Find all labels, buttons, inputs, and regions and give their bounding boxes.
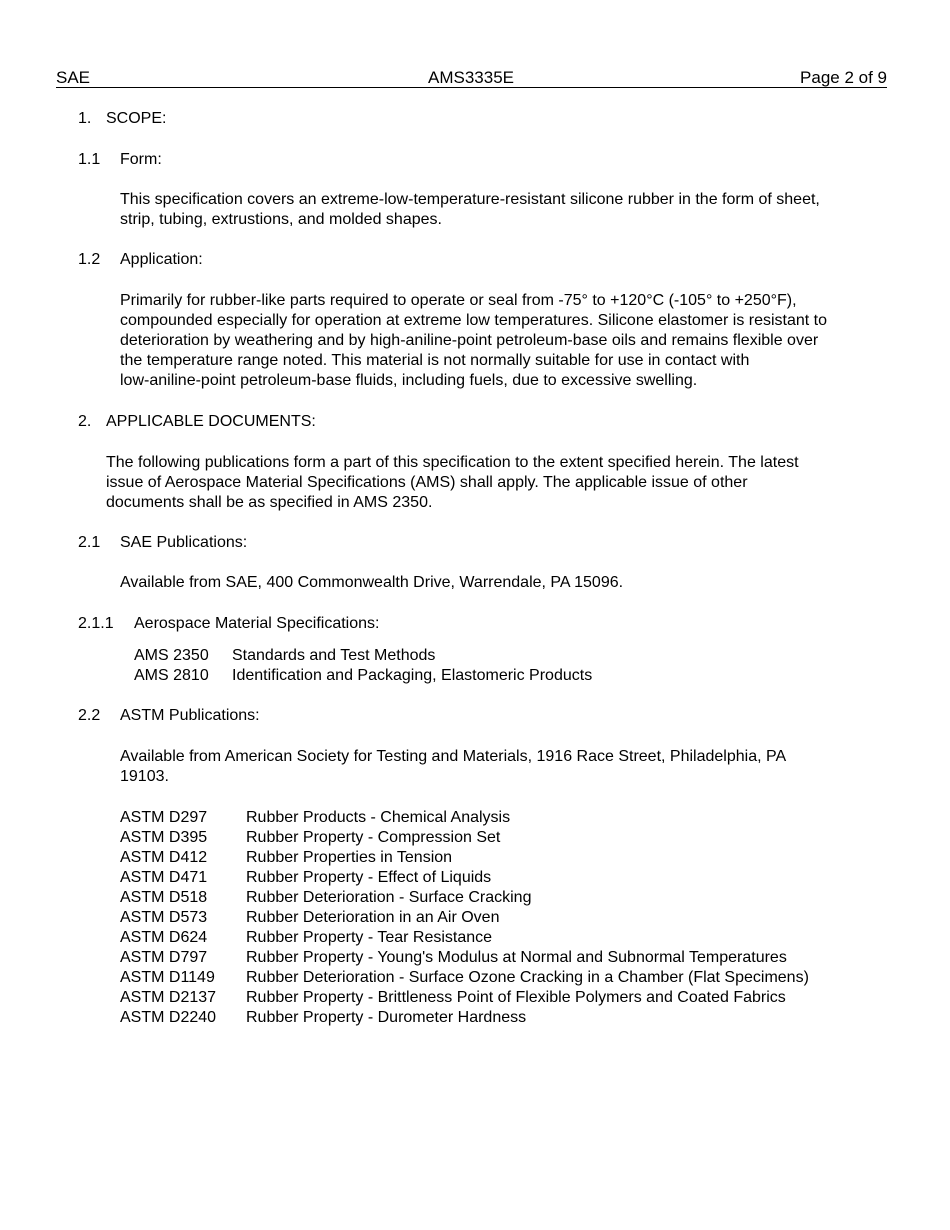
astm-ref-code: ASTM D518 bbox=[120, 889, 208, 906]
astm-ref-code: ASTM D573 bbox=[120, 909, 208, 926]
astm-ref-code: ASTM D297 bbox=[120, 809, 208, 826]
section-1-2-body bbox=[120, 291, 827, 391]
body-line: the temperature range noted. This material is not normally suitable for use in contact with bbox=[120, 352, 750, 369]
astm-ref-desc: Rubber Products - Chemical Analysis bbox=[246, 809, 511, 826]
section-1-2-number: 1.2 bbox=[78, 251, 101, 268]
body-line: This specification covers an extreme-low-temperature-resistant silicone rubber in the form of sheet, bbox=[120, 191, 820, 208]
section-1-number: 1. bbox=[78, 110, 92, 127]
header-left: SAE bbox=[56, 68, 91, 87]
section-2-title: APPLICABLE DOCUMENTS: bbox=[106, 413, 316, 430]
header-center: AMS3335E bbox=[428, 68, 514, 87]
section-2-1-1-number: 2.1.1 bbox=[78, 615, 114, 632]
astm-ref-code: ASTM D797 bbox=[120, 949, 208, 966]
section-2-1-body: Available from SAE, 400 Commonwealth Drive, Warrendale, PA 15096. bbox=[120, 574, 624, 591]
section-2-1-number: 2.1 bbox=[78, 534, 101, 551]
section-1-1-body bbox=[120, 190, 820, 230]
section-2-1-title: SAE Publications: bbox=[120, 534, 248, 551]
header-right: Page 2 of 9 bbox=[800, 68, 887, 87]
astm-ref-code: ASTM D2137 bbox=[120, 989, 217, 1006]
section-2-body bbox=[106, 453, 799, 513]
astm-ref-desc: Rubber Deterioration in an Air Oven bbox=[246, 909, 500, 926]
astm-ref-desc: Rubber Property - Tear Resistance bbox=[246, 929, 493, 946]
ams-ref-desc: Identification and Packaging, Elastomeric Products bbox=[232, 667, 593, 684]
astm-ref-desc: Rubber Property - Compression Set bbox=[246, 829, 501, 846]
ams-ref-desc: Standards and Test Methods bbox=[232, 647, 436, 664]
astm-ref-desc: Rubber Property - Young's Modulus at Normal and Subnormal Temperatures bbox=[246, 949, 787, 966]
astm-ref-code: ASTM D471 bbox=[120, 869, 208, 886]
astm-ref-code: ASTM D2240 bbox=[120, 1009, 217, 1026]
astm-ref-desc: Rubber Properties in Tension bbox=[246, 849, 453, 866]
ams-ref-code: AMS 2810 bbox=[134, 667, 209, 684]
body-line: Available from American Society for Testing and Materials, 1916 Race Street, Philadelphia, PA bbox=[120, 748, 787, 765]
section-2-2-title: ASTM Publications: bbox=[120, 707, 260, 724]
astm-ref-desc: Rubber Property - Durometer Hardness bbox=[246, 1009, 527, 1026]
section-1-1-number: 1.1 bbox=[78, 151, 101, 168]
body-line: deterioration by weathering and by high-aniline-point petroleum-base oils and remains flexible over bbox=[120, 332, 819, 349]
astm-ref-code: ASTM D412 bbox=[120, 849, 208, 866]
body-line: low-aniline-point petroleum-base fluids, including fuels, due to excessive swelling. bbox=[120, 372, 698, 389]
body-line: strip, tubing, extrustions, and molded shapes. bbox=[120, 211, 442, 228]
body-line: compounded especially for operation at extreme low temperatures. Silicone elastomer is resistant to bbox=[120, 312, 828, 329]
astm-ref-desc: Rubber Deterioration - Surface Ozone Cracking in a Chamber (Flat Specimens) bbox=[246, 969, 809, 986]
astm-ref-code: ASTM D624 bbox=[120, 929, 208, 946]
section-1-1-title: Form: bbox=[120, 151, 162, 168]
header-rule bbox=[56, 87, 887, 88]
section-1-2-title: Application: bbox=[120, 251, 203, 268]
astm-ref-code: ASTM D395 bbox=[120, 829, 208, 846]
section-1-title: SCOPE: bbox=[106, 110, 167, 127]
section-2-number: 2. bbox=[78, 413, 92, 430]
astm-ref-code: ASTM D1149 bbox=[120, 969, 215, 986]
body-line: Primarily for rubber-like parts required to operate or seal from -75° to +120°C (-105° to +250°F), bbox=[120, 292, 797, 309]
section-2-1-1-title: Aerospace Material Specifications: bbox=[134, 615, 380, 632]
astm-ref-desc: Rubber Property - Brittleness Point of Flexible Polymers and Coated Fabrics bbox=[246, 989, 786, 1006]
section-2-2-number: 2.2 bbox=[78, 707, 101, 724]
ams-ref-code: AMS 2350 bbox=[134, 647, 209, 664]
body-line: The following publications form a part of this specification to the extent specified herein. The latest bbox=[106, 454, 799, 471]
body-line: issue of Aerospace Material Specifications (AMS) shall apply. The applicable issue of other bbox=[106, 474, 748, 491]
body-line: documents shall be as specified in AMS 2350. bbox=[106, 494, 433, 511]
astm-ref-desc: Rubber Property - Effect of Liquids bbox=[246, 869, 492, 886]
body-line: 19103. bbox=[120, 768, 169, 785]
astm-ref-desc: Rubber Deterioration - Surface Cracking bbox=[246, 889, 532, 906]
section-2-2-body bbox=[120, 747, 786, 787]
